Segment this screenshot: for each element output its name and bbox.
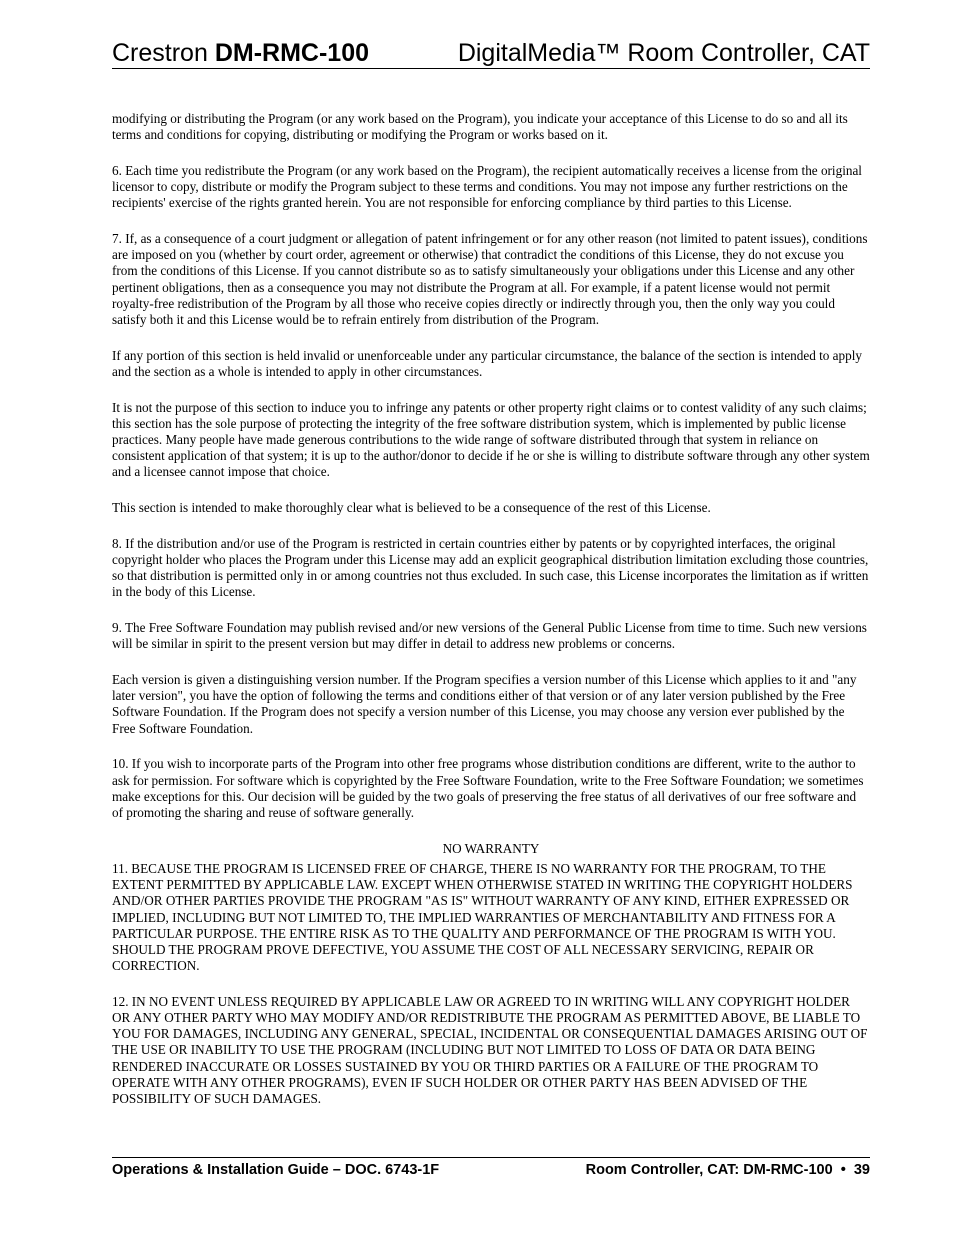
paragraph-clause-7-invalid-portion: If any portion of this section is held invalid or unenforceable under any particular circumstance, the balance of the section is intended to apply and the section as a whole is intended to apply in other circumstances.: [112, 347, 862, 379]
paragraph-clause-9-version: Each version is given a distinguishing version number. If the Program specifies a version number of this License which applies to it and "any later version", you have the option of following the terms and conditions either of that version or of any later version published by the Free Software Foundation. If the Program does not specify a version number of this License, you may choose any version ever published by the Free Software Foundation.: [112, 672, 857, 736]
paragraph-clause-7-intent: This section is intended to make thoroughly clear what is believed to be a consequence of the rest of this License.: [112, 500, 711, 516]
header-model: DM-RMC-100: [214, 39, 370, 67]
header-brand-model: [112, 38, 369, 68]
no-warranty-heading: NO WARRANTY: [442, 840, 540, 856]
page-header: [112, 38, 870, 69]
paragraph-clause-11: 11. BECAUSE THE PROGRAM IS LICENSED FREE OF CHARGE, THERE IS NO WARRANTY FOR THE PROGRAM, TO THE EXTENT PERMITTED BY APPLICABLE LAW. EXCEPT WHEN OTHERWISE STATED IN WRITING THE COPYRIGHT HOLDERS AND/OR OTHER PARTIES PROVIDE THE PROGRAM "AS IS" WITHOUT WARRANTY OF ANY KIND, EITHER EXPRESSED OR IMPLIED, INCLUDING BUT NOT LIMITED TO, THE IMPLIED WARRANTIES OF MERCHANTABILITY AND FITNESS FOR A PARTICULAR PURPOSE. THE ENTIRE RISK AS TO THE QUALITY AND PERFORMANCE OF THE PROGRAM IS WITH YOU. SHOULD THE PROGRAM PROVE DEFECTIVE, YOU ASSUME THE COST OF ALL NECESSARY SERVICING, REPAIR OR CORRECTION.: [112, 860, 853, 974]
footer-section: Room Controller, CAT: DM-RMC-100: [585, 1162, 833, 1178]
paragraph-clause-10: 10. If you wish to incorporate parts of the Program into other free programs whose distribution conditions are different, write to the author to ask for permission. For software which is copyrighted by the Free Software Foundation, write to the Free Software Foundation; we sometimes make exceptions for this. Our decision will be guided by the two goals of preserving the free status of all derivatives of our free software and of promoting the sharing and reuse of software generally.: [112, 756, 864, 820]
paragraph-clause-6: 6. Each time you redistribute the Program (or any work based on the Program), the recipient automatically receives a license from the original licensor to copy, distribute or modify the Program subject to these terms and conditions. You may not impose any further restrictions on the recipients' exercise of the rights granted herein. You are not responsible for enforcing compliance by third parties to this License.: [112, 162, 862, 211]
header-brand: Crestron: [112, 39, 208, 67]
footer-page-info: [586, 1160, 870, 1180]
paragraph-clause-7: 7. If, as a consequence of a court judgment or allegation of patent infringement or for any other reason (not limited to patent issues), conditions are imposed on you (whether by court order, agreement or otherwise) that contradict the conditions of this License, they do not excuse you from the conditions of this License. If you cannot distribute so as to satisfy simultaneously your obligations under this License and any other pertinent obligations, then as a consequence you may not distribute the Program at all. For example, if a patent license would not permit royalty-free redistribution of the Program by all those who receive copies directly or indirectly through you, then the only way you could satisfy both it and this License would be to refrain entirely from distribution of the Program.: [112, 231, 868, 328]
paragraph-clause-12: 12. IN NO EVENT UNLESS REQUIRED BY APPLICABLE LAW OR AGREED TO IN WRITING WILL ANY COPYRIGHT HOLDER OR ANY OTHER PARTY WHO MAY MODIFY AND/OR REDISTRIBUTE THE PROGRAM AS PERMITTED ABOVE, BE LIABLE TO YOU FOR DAMAGES, INCLUDING ANY GENERAL, SPECIAL, INCIDENTAL OR CONSEQUENTIAL DAMAGES ARISING OUT OF THE USE OR INABILITY TO USE THE PROGRAM (INCLUDING BUT NOT LIMITED TO LOSS OF DATA OR DATA BEING RENDERED INACCURATE OR LOSSES SUSTAINED BY YOU OR THIRD PARTIES OR A FAILURE OF THE PROGRAM TO OPERATE WITH ANY OTHER PROGRAMS), EVEN IF SUCH HOLDER OR OTHER PARTY HAS BEEN ADVISED OF THE POSSIBILITY OF SUCH DAMAGES.: [112, 993, 868, 1107]
page-footer: [112, 1157, 870, 1178]
paragraph-clause-9: 9. The Free Software Foundation may publish revised and/or new versions of the General Public License from time to time. Such new versions will be similar in spirit to the present version but may differ in detail to address new problems or concerns.: [112, 620, 867, 652]
paragraph-clause-8: 8. If the distribution and/or use of the Program is restricted in certain countries either by patents or by copyrighted interfaces, the original copyright holder who places the Program under this License may add an explicit geographical distribution limitation excluding those countries, so that distribution is permitted only in or among countries not thus excluded. In such case, this License incorporates the limitation as if written in the body of this License.: [112, 535, 869, 600]
paragraph-clause-7-purpose: It is not the purpose of this section to induce you to infringe any patents or other property right claims or to contest validity of any such claims; this section has the sole purpose of protecting the integrity of the free software distribution system, which is implemented by public license practices. Many people have made generous contributions to the wide range of software distributed through that system in reliance on consistent application of that system; it is up to the author/donor to decide if he or she is willing to distribute software through any other system and a licensee cannot impose that choice.: [112, 399, 870, 480]
footer-guide-title: Operations & Installation Guide – DOC. 6743-1F: [112, 1162, 440, 1178]
paragraph-continuation: modifying or distributing the Program (or any work based on the Program), you indicate your acceptance of this License to do so and all its terms and conditions for copying, distributing or modifying the Program or works based on it.: [112, 111, 848, 143]
header-product-title: DigitalMedia™ Room Controller, CAT: [457, 39, 870, 67]
document-body: [112, 111, 870, 1127]
footer-bullet: •: [840, 1162, 846, 1178]
page-number: 39: [853, 1162, 870, 1178]
